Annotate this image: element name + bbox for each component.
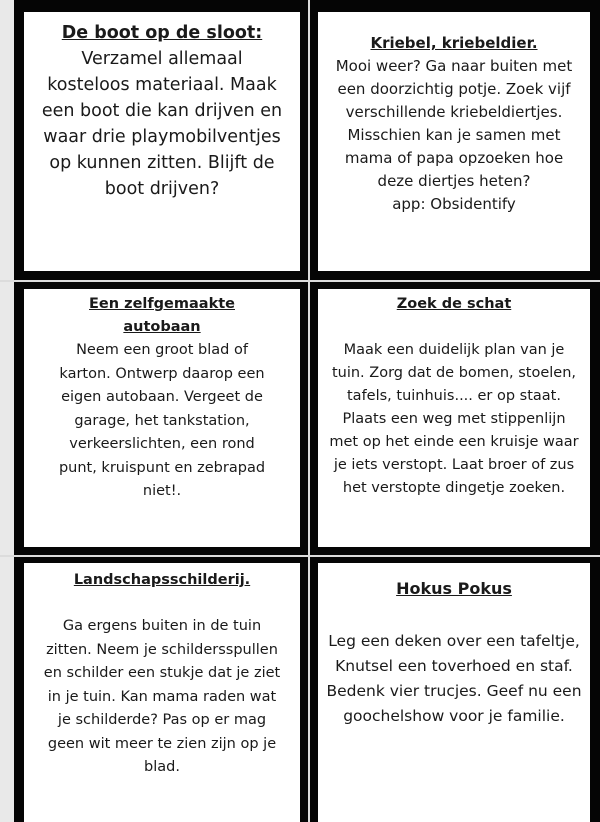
card-line: Plaats een weg met stippenlijn — [342, 411, 566, 427]
card-line: punt, kruispunt en zebrapad — [58, 459, 266, 476]
card-line: Ga ergens buiten in de tuin — [62, 618, 262, 634]
card-line: Misschien kan je samen met — [347, 126, 561, 144]
card-line: zitten. Neem je schildersspullen — [46, 641, 278, 658]
card-line: Mooi weer? Ga naar buiten met — [335, 57, 573, 75]
card-line: in je tuin. Kan mama raden wat — [47, 688, 277, 705]
card-line: een doorzichtig potje. Zoek vijf — [337, 80, 571, 98]
card-line: tafels, tuinhuis.... er op staat. — [347, 388, 561, 404]
card-line: waar drie playmobilventjes — [43, 127, 281, 147]
card-zelfgemaakte-autobaan — [24, 289, 300, 547]
column-separator — [308, 0, 310, 822]
card-line: boot drijven? — [104, 179, 220, 199]
card-title: De boot op de sloot: — [61, 23, 263, 43]
card-title: Kriebel, kriebeldier. — [370, 34, 538, 52]
card-line: geen wit meer te zien zijn op je — [47, 735, 277, 752]
card-line: mama of papa opzoeken hoe — [344, 149, 564, 167]
card-line: verschillende kriebeldiertjes. — [345, 103, 563, 121]
card-line: goochelshow voor je familie. — [343, 707, 565, 725]
card-line: je iets verstopt. Laat broer of zus — [333, 457, 575, 473]
card-line: garage, het tankstation, — [74, 412, 250, 429]
card-line: Maak een duidelijk plan van je — [343, 342, 565, 358]
card-line: app: Obsidentify — [392, 195, 516, 213]
row-separator-1 — [0, 280, 600, 282]
card-line: verkeerslichten, een rond — [69, 436, 255, 452]
card-line: en schilder een stukje dat je ziet — [43, 665, 281, 681]
card-title: Een zelfgemaakte autobaan — [89, 296, 235, 335]
card-zoek-de-schat — [318, 289, 590, 547]
card-title: Landschapsschilderij. — [73, 572, 251, 588]
card-line: op kunnen zitten. Blijft de — [49, 153, 275, 173]
card-line: eigen autobaan. Vergeet de — [61, 389, 263, 405]
card-line: het verstopte dingetje zoeken. — [342, 480, 566, 496]
left-margin — [0, 0, 14, 822]
card-kriebel-kriebeldier — [318, 12, 590, 271]
card-line: tuin. Zorg dat de bomen, stoelen, — [331, 365, 577, 381]
card-line: karton. Ontwerp daarop een — [59, 365, 265, 382]
card-line: met op het einde een kruisje waar — [329, 434, 579, 450]
card-line: deze diertjes heten? — [377, 172, 531, 190]
card-line: Bedenk vier trucjes. Geef nu een — [326, 682, 582, 700]
card-title: Zoek de schat — [396, 296, 512, 312]
card-hokus-pokus — [318, 563, 590, 822]
card-line: Leg een deken over een tafeltje, — [328, 632, 580, 650]
card-line: blad. — [144, 759, 180, 775]
card-title: Hokus Pokus — [396, 579, 512, 598]
card-line: een boot die kan drijven en — [41, 101, 283, 121]
card-line: niet!. — [142, 483, 182, 499]
card-line: kosteloos materiaal. Maak — [47, 75, 277, 95]
card-line: je schilderde? Pas op er mag — [57, 712, 267, 728]
card-landschapsschilderij — [24, 563, 300, 822]
card-line: Knutsel een toverhoed en staf. — [335, 657, 573, 675]
card-de-boot-op-de-sloot — [24, 12, 300, 271]
card-line: Neem een groot blad of — [76, 342, 248, 358]
card-line: Verzamel allemaal — [81, 49, 243, 69]
row-separator-2 — [0, 555, 600, 557]
